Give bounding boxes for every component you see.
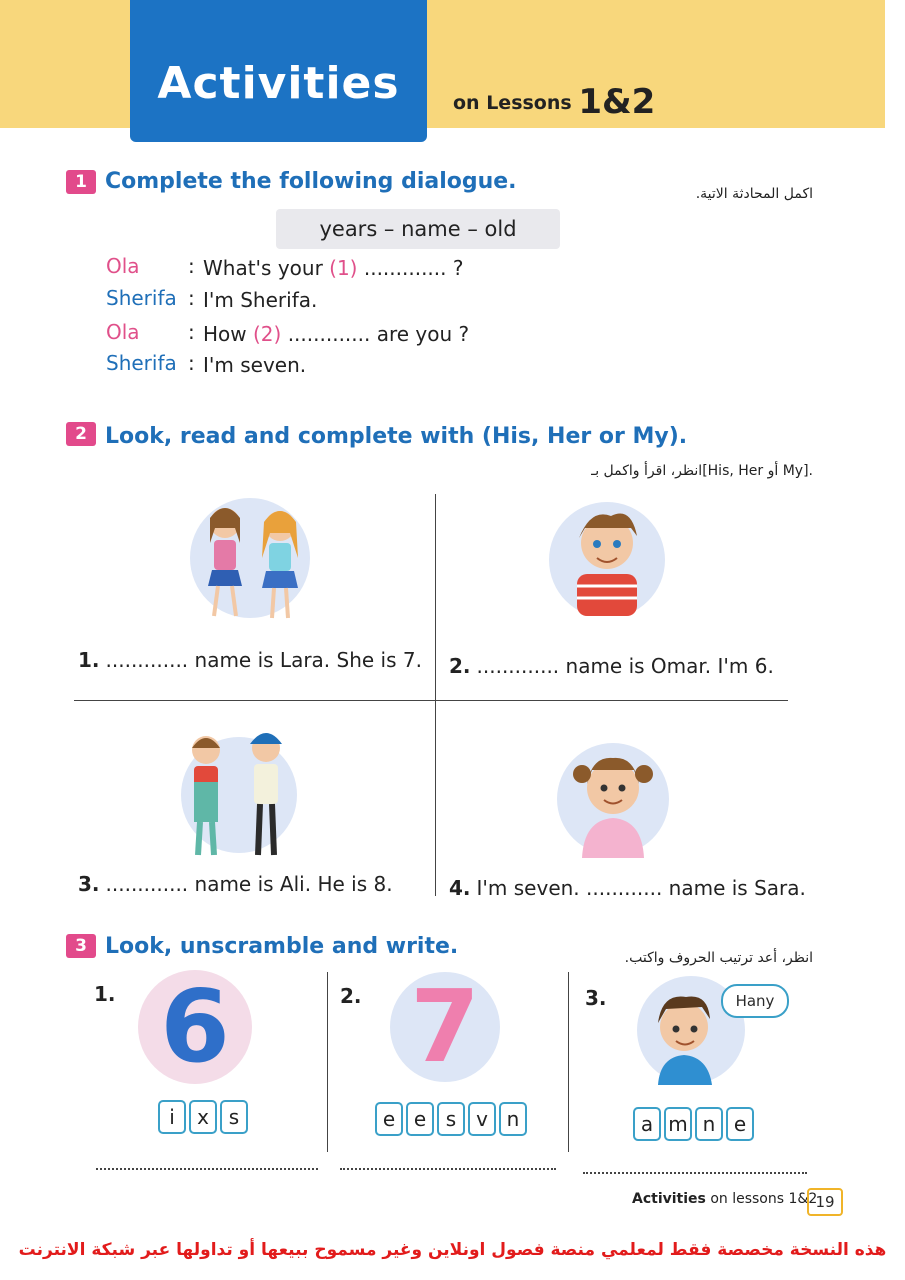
answer-line-1[interactable] [96,1168,318,1170]
speaker-ola: Ola [106,254,140,278]
section-3-badge: 3 [66,934,96,958]
letter-tiles-1 [158,1100,248,1134]
section-1-badge: 1 [66,170,96,194]
section-2-arabic: انظر، اقرأ واكمل بـ[His, Her أو My]. [591,463,813,479]
letter-tiles-2 [375,1102,527,1136]
colon: : [188,254,195,278]
letter-tile[interactable]: s [437,1102,465,1136]
footer-label [632,1191,817,1207]
page-title: Activities [157,58,400,109]
letter-tile[interactable]: i [158,1100,186,1134]
dialogue-line-4: I'm seven. [203,353,307,377]
copyright-notice: هذه النسخة مخصصة فقط لمعلمي منصة فصول اونلاين وغير مسموح ببيعها أو تداولها عبر شبكة الانترنت [18,1240,887,1260]
blank-number: (1) [329,256,358,280]
sentence-1 [78,648,422,672]
subtitle-prefix: on Lessons [453,92,572,114]
blank-line[interactable]: ............. are you ? [287,322,470,346]
number-seven-glyph: 7 [410,968,480,1085]
item-number: 1. [78,648,100,672]
boys-picture [176,720,302,860]
grid-divider-vertical [435,494,436,896]
grid-divider-horizontal [74,700,788,701]
sentence-2 [449,654,774,678]
item-3-number: 3. [585,986,607,1010]
blank-number: (2) [253,322,282,346]
line-text: How [203,322,247,346]
section-3-title: Look, unscramble and write. [105,934,459,959]
section-3-arabic: انظر، أعد ترتيب الحروف واكتب. [624,950,813,966]
number-six-picture [138,970,252,1084]
girl-sara-picture [554,740,672,858]
letter-tile[interactable]: e [375,1102,403,1136]
boy-omar-picture [541,498,673,616]
speaker-sherifa: Sherifa [106,286,177,310]
item-number: 2. [449,654,471,678]
letter-tile[interactable]: n [695,1107,723,1141]
dialogue-line-2: I'm Sherifa. [203,288,318,312]
colon: : [188,320,195,344]
sentence-text[interactable]: ............. name is Ali. He is 8. [105,872,393,896]
footer-label-rest: on lessons 1&2 [710,1191,818,1207]
page-number: 19 [807,1188,843,1216]
dialogue-line-1 [203,256,463,280]
sentence-text[interactable]: I'm seven. ............ name is Sara. [476,876,806,900]
item-number: 3. [78,872,100,896]
column-divider [327,972,328,1152]
colon: : [188,286,195,310]
sentence-3 [78,872,393,896]
item-number: 4. [449,876,471,900]
subtitle-number: 1&2 [578,82,656,122]
word-box: years – name – old [276,209,560,249]
letter-tile[interactable]: n [499,1102,527,1136]
section-2-title: Look, read and complete with (His, Her or My). [105,424,688,449]
speech-bubble: Hany [721,984,789,1018]
section-1-arabic: اكمل المحادثة الاتية. [695,186,813,202]
answer-line-2[interactable] [340,1168,556,1170]
answer-line-3[interactable] [583,1172,807,1174]
letter-tile[interactable]: x [189,1100,217,1134]
blank-line[interactable]: ............. ? [363,256,464,280]
letter-tile[interactable]: a [633,1107,661,1141]
letter-tile[interactable]: e [726,1107,754,1141]
colon: : [188,351,195,375]
line-text: What's your [203,256,323,280]
section-1-title: Complete the following dialogue. [105,169,517,194]
letter-tile[interactable]: e [406,1102,434,1136]
item-1-number: 1. [94,982,116,1006]
letter-tile[interactable]: v [468,1102,496,1136]
speaker-sherifa: Sherifa [106,351,177,375]
sentence-text[interactable]: ............. name is Omar. I'm 6. [476,654,774,678]
dialogue-line-3 [203,322,469,346]
sentence-text[interactable]: ............. name is Lara. She is 7. [105,648,422,672]
number-seven-picture [390,968,500,1085]
letter-tile[interactable]: m [664,1107,692,1141]
letter-tile[interactable]: s [220,1100,248,1134]
page-subtitle [453,82,655,122]
number-six-glyph: 6 [160,968,230,1085]
speaker-ola: Ola [106,320,140,344]
footer-label-bold: Activities [632,1191,706,1207]
sentence-4 [449,876,806,900]
section-2-badge: 2 [66,422,96,446]
letter-tiles-3 [633,1107,754,1141]
column-divider [568,972,569,1152]
girls-picture [180,488,320,628]
item-2-number: 2. [340,984,362,1008]
